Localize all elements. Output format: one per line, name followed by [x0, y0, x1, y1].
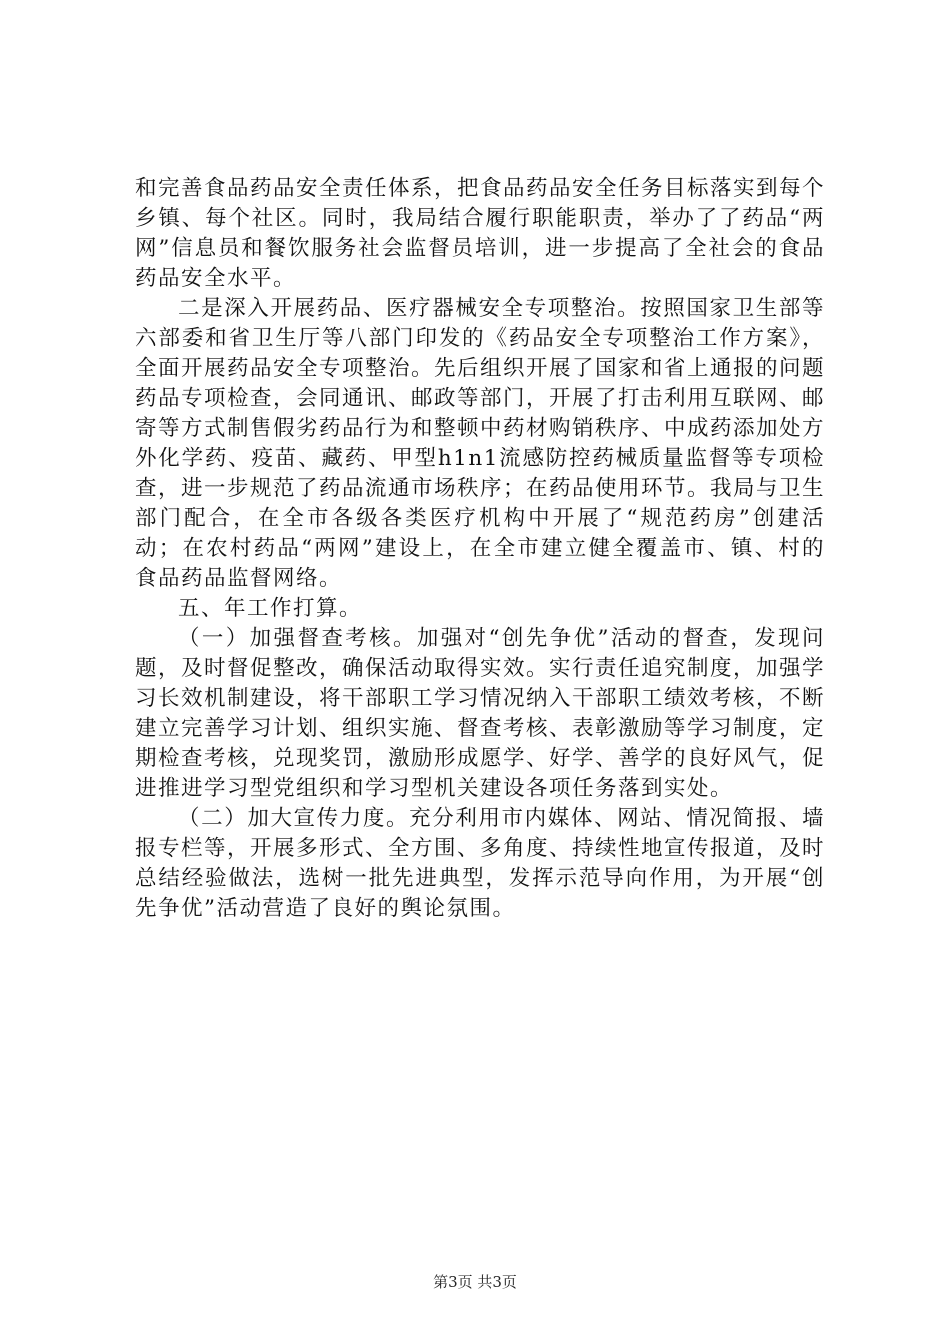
document-body [135, 174, 825, 924]
paragraph-special-rectification: 二是深入开展药品、医疗器械安全专项整治。按照国家卫生部等六部委和省卫生厅等八部门印发的《药品安全专项整治工作方案》，全面开展药品安全专项整治。先后组织开展了国家和省上通报的问题药品专项检查，会同通讯、邮政等部门，开展了打击利用互联网、邮寄等方式制售假劣药品行为和整顿中药材购销秩序、中成药添加处方外化学药、疫苗、藏药、甲型h1n1流感防控药械质量监督等专项检查，进一步规范了药品流通市场秩序；在药品使用环节。我局与卫生部门配合，在全市各级各类医疗机构中开展了“规范药房”创建活动；在农村药品“两网”建设上，在全市建立健全覆盖市、镇、村的食品药品监督网络。 [135, 296, 826, 591]
paragraph-supervision-assessment: （一）加强督查考核。加强对“创先争优”活动的督查，发现问题，及时督促整改，确保活动取得实效。实行责任追究制度，加强学习长效机制建设，将干部职工学习情况纳入干部职工绩效考核，不断建立完善学习计划、组织实施、督查考核、表彰激励等学习制度，定期检查考核，兑现奖罚，激励形成愿学、好学、善学的良好风气，促进推进学习型党组织和学习型机关建设各项任务落到实处。 [135, 626, 826, 801]
paragraph-continuation: 和完善食品药品安全责任体系，把食品药品安全任务目标落实到每个乡镇、每个社区。同时，我局结合履行职能职责，举办了了药品“两网”信息员和餐饮服务社会监督员培训，进一步提高了全社会的食品药品安全水平。 [135, 176, 826, 291]
page-number-footer: 第3页 共3页 [433, 1273, 517, 1291]
paragraph-publicity: （二）加大宣传力度。充分利用市内媒体、网站、情况简报、墙报专栏等，开展多形式、全方围、多角度、持续性地宣传报道，及时总结经验做法，选树一批先进典型，发挥示范导向作用，为开展“创先争优”活动营造了良好的舆论氛围。 [135, 806, 826, 921]
section-heading-work-plan: 五、年工作打算。 [178, 596, 363, 621]
